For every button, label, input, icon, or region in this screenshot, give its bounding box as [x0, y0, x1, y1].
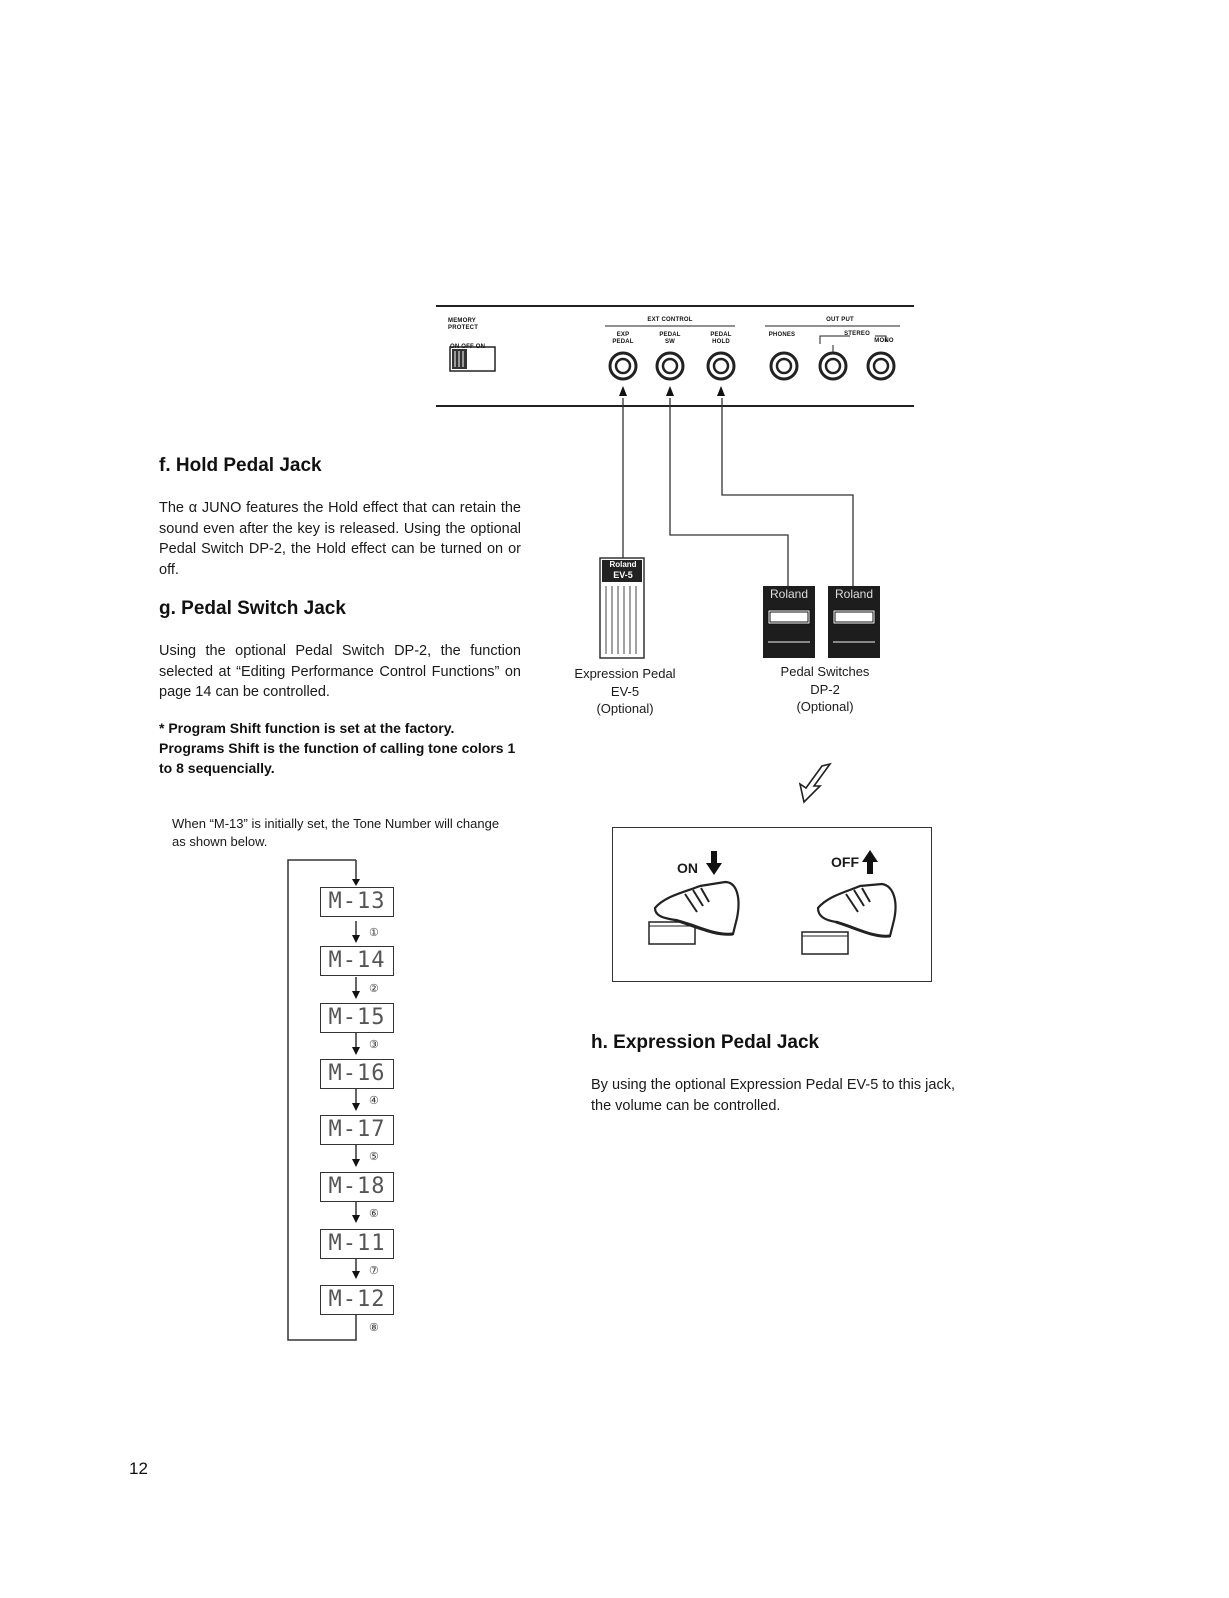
- dp2-brand-text-left: Roland: [769, 587, 809, 601]
- ev5-model-text: EV-5: [613, 570, 633, 580]
- step-number: ⑧: [369, 1322, 379, 1334]
- lcd-display: M-17: [320, 1115, 394, 1145]
- up-arrow-icon: [862, 850, 878, 874]
- sequence-loop-lines: [280, 855, 400, 1345]
- lcd-display: M-18: [320, 1172, 394, 1202]
- section-h-title: h. Expression Pedal Jack: [591, 1032, 820, 1053]
- caption-line: (Optional): [596, 701, 654, 716]
- page-number: 12: [129, 1459, 148, 1478]
- lcd-display: M-13: [320, 887, 394, 917]
- pedal-hold-label: PEDAL HOLD: [710, 332, 732, 345]
- caption-line: DP-2: [810, 681, 840, 697]
- pedal-sw-jack[interactable]: [657, 353, 683, 379]
- foot-pressing-switch-illustration: [645, 878, 745, 948]
- down-arrow-icon: [706, 851, 722, 875]
- section-g-text: Using the optional Pedal Switch DP-2, the function selected at “Editing Performance Control Functions” on page 14 can be controlled.: [159, 643, 521, 700]
- exp-pedal-label: EXP PEDAL: [612, 332, 634, 345]
- stereo-jack[interactable]: [820, 353, 846, 379]
- on-label: ON: [677, 860, 698, 876]
- sequence-intro-text: When “M-13” is initially set, the Tone Number will change as shown below.: [172, 816, 500, 849]
- exp-pedal-jack[interactable]: [610, 353, 636, 379]
- pedal-sw-label: PEDAL SW: [659, 332, 681, 345]
- step-number: ①: [369, 927, 379, 939]
- lcd-display: M-16: [320, 1059, 394, 1089]
- step-number: ③: [369, 1039, 379, 1051]
- foot-lifted-switch-illustration: [800, 878, 900, 958]
- mono-jack[interactable]: [868, 353, 894, 379]
- section-f-title: f. Hold Pedal Jack: [159, 455, 322, 476]
- section-f-text: The α JUNO features the Hold effect that can retain the sound even after the key is released. Using the optional Pedal Switch DP-2, the Hold effect can be turned on or off.: [159, 500, 521, 578]
- lcd-display: M-11: [320, 1229, 394, 1259]
- caption-line: Expression Pedal: [574, 666, 676, 681]
- switch-positions-label: ON OFF ON: [450, 344, 486, 350]
- section-g-note: * Program Shift function is set at the factory. Programs Shift is the function of calling tone colors 1 to 8 sequencially.: [159, 720, 516, 776]
- lcd-display: M-12: [320, 1285, 394, 1315]
- caption-line: Pedal Switches: [780, 664, 870, 679]
- dp2-brand-text-right: Roland: [834, 587, 874, 601]
- pedal-switches-caption: [755, 663, 895, 716]
- lcd-display: M-14: [320, 946, 394, 976]
- step-number: ⑦: [369, 1265, 379, 1277]
- step-number: ⑥: [369, 1208, 379, 1220]
- pedal-hold-jack[interactable]: [708, 353, 734, 379]
- phones-label: PHONES: [768, 332, 796, 338]
- section-g-title: g. Pedal Switch Jack: [159, 598, 346, 619]
- step-number: ⑤: [369, 1151, 379, 1163]
- caption-line: EV-5: [610, 683, 640, 699]
- lcd-display: M-15: [320, 1003, 394, 1033]
- ev5-brand-text: Roland: [609, 560, 637, 569]
- down-arrow-icon: [790, 760, 840, 805]
- pedal-connection-illustration: [580, 390, 920, 665]
- stereo-label: STEREO: [844, 331, 870, 337]
- step-number: ④: [369, 1095, 379, 1107]
- expression-pedal-caption: [555, 665, 695, 718]
- caption-line: (Optional): [796, 699, 854, 714]
- output-label: OUT PUT: [826, 317, 854, 323]
- section-h-text: By using the optional Expression Pedal EV-5 to this jack, the volume can be controlled.: [591, 1077, 955, 1114]
- off-label: OFF: [831, 854, 859, 870]
- mono-label: MONO: [874, 338, 894, 344]
- step-number: ②: [369, 983, 379, 995]
- phones-jack[interactable]: [771, 353, 797, 379]
- ext-control-label: EXT CONTROL: [647, 317, 693, 323]
- memory-protect-label: MEMORY PROTECT: [448, 318, 479, 331]
